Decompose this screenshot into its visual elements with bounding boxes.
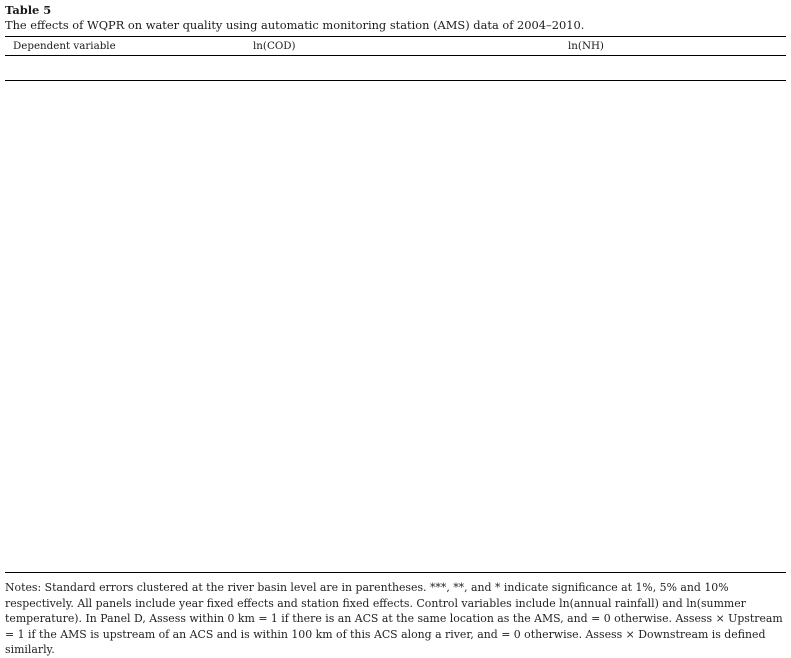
table-notes: Notes: Standard errors clustered at the river basin level are in parentheses. ***, **, and * indicate significance at 1%, 5% and 10% respectively. All panels include year fixed effects and station fixed effects. Control variables include ln(annual rainfall) and ln(summer temperature). In Panel D, Assess within 0 km = 1 if there is an ACS at the same location as the AMS, and = 0 otherwise. Assess × Upstream = 1 if the AMS is upstream of an ACS and is within 100 km of this ACS along a river, and = 0 otherwise. Assess × Downstream is defined similarly. — [5, 581, 783, 657]
table-caption: The effects of WQPR on water quality using automatic monitoring station (AMS) data of 2004–2010. — [5, 18, 585, 32]
table-label: Table 5 — [5, 3, 52, 17]
top-rule — [5, 36, 786, 37]
header-ln-nh: ln(NH) — [568, 40, 604, 52]
header-dependent-variable: Dependent variable — [13, 40, 116, 52]
header-subrule-cod — [5, 55, 786, 56]
table-caption-block — [5, 3, 584, 33]
header-ln-cod: ln(COD) — [253, 40, 296, 52]
bottom-rule — [5, 572, 786, 573]
header-rule — [5, 80, 786, 81]
